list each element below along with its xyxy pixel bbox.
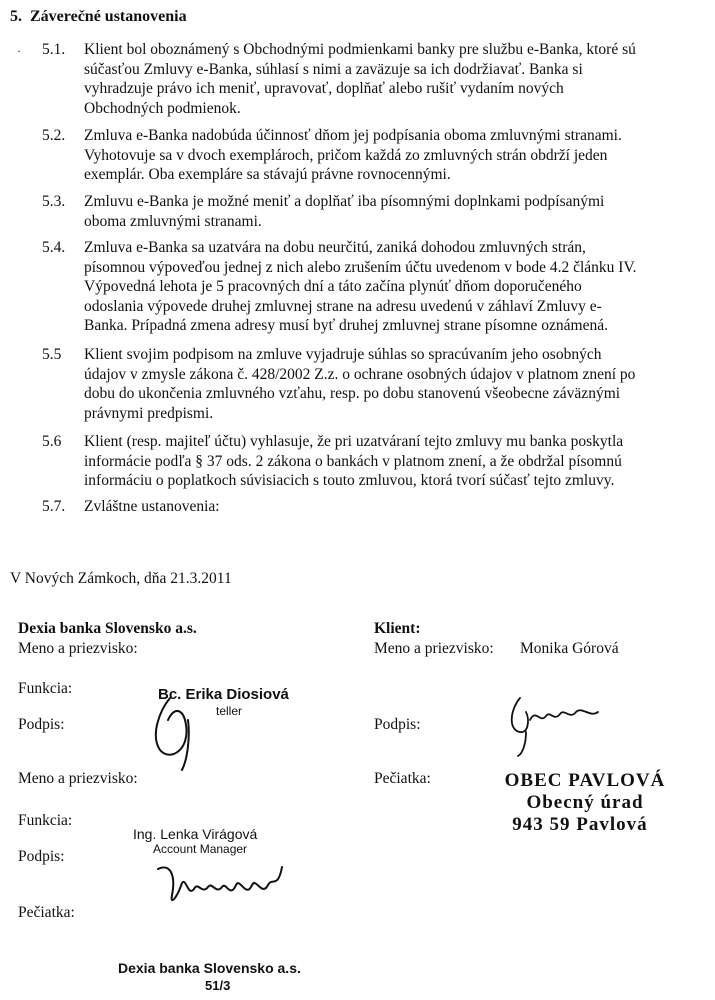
officer2-signature (150, 855, 300, 915)
client-stamp-label: Pečiatka: (374, 770, 431, 787)
clause-text: Zmluvu e-Banka je možné meniť a doplňať iba písomnými doplnkami podpísanými oboma zmluvnými stranami. (84, 193, 605, 230)
clause-number: 5.4. (42, 239, 66, 256)
bank-footer-stamp-code: 51/3 (205, 978, 231, 993)
officer1-stamp-role: teller (216, 704, 243, 718)
officer2-stamp-name: Ing. Lenka Virágová (133, 826, 258, 842)
clause-number: 5.7. (42, 498, 66, 515)
client-signature-label: Podpis: (374, 716, 421, 733)
bank-signature-label-2: Podpis: (18, 848, 65, 865)
place-date: V Nových Zámkoch, dňa 21.3.2011 (10, 570, 232, 587)
client-heading: Klient: (374, 620, 421, 637)
client-stamp-line1: OBEC PAVLOVÁ (504, 770, 666, 791)
clause-number: 5.3. (42, 193, 66, 210)
officer1-stamp-name: Bc. Erika Diosiová (158, 686, 289, 703)
client-stamp-line2: Obecný úrad (526, 792, 644, 813)
bank-name-label: Meno a priezvisko: (18, 640, 138, 657)
client-signature (500, 690, 610, 760)
clause-text: Zmluva e-Banka nadobúda účinnosť dňom jej podpísania oboma zmluvnými stranami. Vyhotovuje sa v dvoch exemplároch, pričom každá zo zmluvných strán obdrží jeden exemplár. Oba exempláre sa stávajú právne rovnocennými. (84, 127, 622, 183)
bank-signature-label: Podpis: (18, 716, 65, 733)
clause-number: 5.2. (42, 127, 66, 144)
clause-text: Klient svojim podpisom na zmluve vyjadruje súhlas so spracúvaním jeho osobných údajov v zmysle zákona č. 428/2002 Z.z. o ochrane osobných údajov v platnom znení po dobu do ukončenia zmluvného vzťahu, resp. po dobu stanovenú všeobecne záväznými právnymi predpismi. (84, 346, 636, 422)
bank-name: Dexia banka Slovensko a.s. (18, 620, 197, 637)
clause-number: 5.1. (42, 41, 66, 58)
margin-mark: · (17, 44, 21, 58)
client-name-value: Monika Górová (520, 640, 619, 657)
bank-function-label-2: Funkcia: (18, 812, 73, 829)
clause-text: Klient (resp. majiteľ účtu) vyhlasuje, že pri uzatváraní tejto zmluvy mu banka poskytla informácie podľa § 37 ods. 2 zákona o bankách v platnom znení, a že obdržal písomnú informáciu o poplatkoch súvisiacich s touto zmluvou, ktorá tvorí súčasť tejto zmluvy. (84, 433, 624, 489)
clause-text: Zvláštne ustanovenia: (84, 498, 220, 515)
officer1-signature (130, 680, 250, 775)
clause-number: 5.6 (42, 433, 62, 450)
bank-function-label: Funkcia: (18, 680, 73, 697)
client-name-label: Meno a priezvisko: (374, 640, 494, 657)
client-stamp-line3: 943 59 Pavlová (512, 814, 648, 835)
clause-text: Zmluva e-Banka sa uzatvára na dobu neurčitú, zaniká dohodou zmluvných strán, písomnou výpoveďou jednej z nich alebo zrušením účtu uvedenom v bode 4.2 článku IV. Výpovedná lehota je 5 pracovných dní a táto začína plynúť dňom doporučeného odoslania výpovede druhej zmluvnej strane na adresu uvedenú v záhlaví Zmluvy e- Banka. Prípadná zmena adresy musí byť druhej zmluvnej strane písomne oznámená. (84, 239, 637, 334)
section-heading (10, 8, 187, 26)
section-title: Záverečné ustanovenia (30, 8, 187, 25)
clause-text: Klient bol oboznámený s Obchodnými podmienkami banky pre službu e-Banka, ktoré sú súčasťou Zmluvy e-Banka, súhlasí s nimi a zaväzuje sa ich dodržiavať. Banka si vyhradzuje právo ich meniť, upravovať, doplňať alebo rušiť vydaním nových Obchodných podmienok. (84, 41, 636, 117)
clause-number: 5.5 (42, 346, 62, 363)
officer2-stamp-role: Account Manager (153, 842, 248, 856)
bank-name-label-2: Meno a priezvisko: (18, 770, 138, 787)
bank-footer-stamp-name: Dexia banka Slovensko a.s. (118, 960, 301, 976)
section-number: 5. (10, 8, 22, 25)
bank-stamp-label: Pečiatka: (18, 904, 75, 921)
